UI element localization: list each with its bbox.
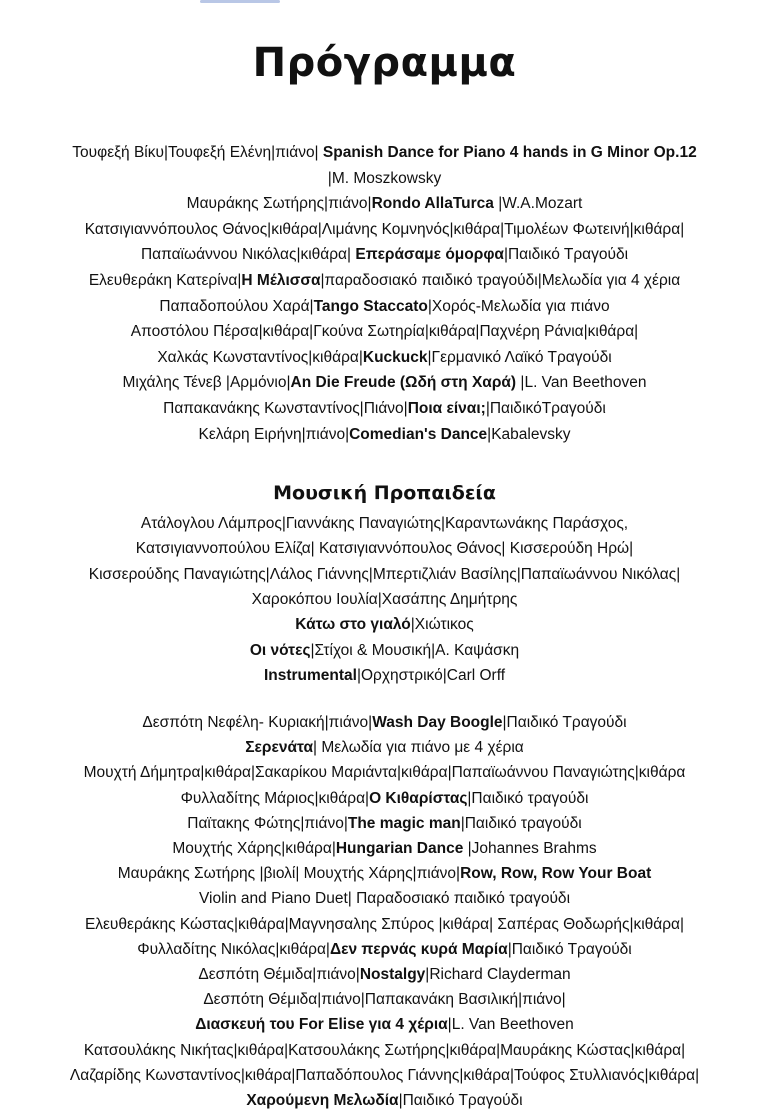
piece-title: Tango Staccato: [313, 297, 428, 315]
performer-info: |Παιδικό τραγούδι: [467, 789, 589, 807]
performer-info: |L. Van Beethoven: [447, 1016, 574, 1034]
piece-title: Διασκευή του For Elise για 4 χέρια: [195, 1016, 448, 1034]
performer-info: Χαλκάς Κωνσταντίνος|κιθάρα|: [157, 348, 363, 366]
scan-edge-mark: [200, 0, 280, 3]
piece-title: Rondo AllaTurca: [371, 195, 494, 213]
performer-info: |Παιδικό Τραγούδι: [502, 714, 627, 731]
program-line: [0, 348, 769, 368]
program-line: [0, 143, 769, 163]
program-line: [0, 738, 769, 758]
performer-info: Μαυράκης Σωτήρης|πιάνο|: [186, 195, 372, 213]
performer-info: |Richard Clayderman: [425, 966, 571, 983]
piece-title: Οι νότες: [249, 641, 311, 659]
piece-title: Δεν περνάς κυρά Μαρία: [329, 940, 508, 958]
performer-info: |Παιδικό Τραγούδι: [507, 940, 632, 958]
piece-title: Ο Κιθαρίστας: [369, 789, 468, 807]
program-line: [0, 713, 769, 733]
program-line: [0, 789, 769, 809]
performer-info: Ατάλογλου Λάμπρος|Γιαννάκης Παναγιώτης|Καραντωνάκης Παράσχος,: [140, 515, 629, 532]
program-line: [0, 965, 769, 985]
program-line: [0, 373, 769, 393]
program-line: [0, 940, 769, 960]
piece-title: Nostalgy: [359, 966, 426, 983]
program-line: [0, 1015, 769, 1035]
performer-info: |Ορχηστρικό|Carl Orff: [356, 666, 506, 684]
performer-info: Δεσπότη Νεφέλη- Κυριακή|πιάνο|: [142, 714, 373, 731]
performer-info: Ελευθεράκη Κατερίνα|: [88, 272, 242, 289]
program-line: [0, 194, 769, 214]
performer-info: Μουχτή Δήμητρα|κιθάρα|Σακαρίκου Μαριάντα|κιθάρα|Παπαϊωάννου Παναγιώτης|κιθάρα: [83, 764, 686, 782]
performer-info: |Γερμανικό Λαϊκό Τραγούδι: [427, 348, 612, 366]
program-line: [0, 297, 769, 317]
program-line: [0, 889, 769, 909]
program-line: [0, 425, 769, 445]
performer-info: |Παιδικό τραγούδι: [460, 814, 582, 832]
program-line: [0, 915, 769, 935]
performer-info: |Kabalevsky: [487, 425, 571, 443]
performer-info: Φυλλαδίτης Μάριος|κιθάρα|: [180, 789, 370, 807]
performer-info: Χαροκόπου Ιουλία|Χασάπης Δημήτρης: [251, 590, 518, 608]
piece-title: Instrumental: [263, 666, 357, 684]
program-line: [0, 1066, 769, 1086]
program-line: [0, 666, 769, 686]
program-line: [0, 615, 769, 635]
performer-info: Ελευθεράκης Κώστας|κιθάρα|Μαγνησαλης Σπύρος |κιθάρα| Σαπέρας Θοδωρής|κιθάρα|: [84, 915, 685, 933]
program-line: [0, 539, 769, 559]
page-title: Πρόγραμμα: [252, 40, 517, 86]
performer-info: Κατσιγιαννόπουλος Θάνος|κιθάρα|Λιμάνης Κομνηνός|κιθάρα|Τιμολέων Φωτεινή|κιθάρα|: [84, 220, 685, 238]
performer-info: |L. Van Beethoven: [516, 374, 647, 392]
piece-title: Kuckuck: [362, 348, 428, 366]
performer-info: |Χιώτικος: [410, 616, 474, 634]
program-line: [0, 399, 769, 419]
piece-title: Η Μέλισσα: [241, 272, 321, 289]
performer-info: |Στίχοι & Μουσική|Α. Καψάσκη: [310, 641, 520, 659]
performer-info: Παπαϊωάννου Νικόλας|κιθάρα|: [140, 246, 356, 264]
program-line: [0, 565, 769, 585]
program-line: [0, 990, 769, 1010]
piece-title: Spanish Dance for Piano 4 hands in G Minor Op.12: [322, 144, 697, 161]
performer-info: |M. Moszkowsky: [327, 169, 442, 187]
program-line: [0, 763, 769, 783]
performer-info: Τουφεξή Βίκυ|Τουφεξή Ελένη|πιάνο|: [72, 144, 323, 161]
performer-info: Μαυράκης Σωτήρης |βιολί| Μουχτής Χάρης|πιάνο|: [117, 865, 461, 883]
piece-title: Hungarian Dance: [335, 840, 464, 857]
program-line: [0, 814, 769, 834]
performer-info: Παπακανάκης Κωνσταντίνος|Πιάνο|: [163, 400, 408, 417]
piece-title: Wash Day Boogle: [372, 714, 503, 731]
program-line: [0, 864, 769, 884]
piece-title: Κάτω στο γιαλό: [295, 616, 411, 634]
performer-info: |ΠαιδικόΤραγούδι: [485, 400, 606, 417]
performer-info: Κατσουλάκης Νικήτας|κιθάρα|Κατσουλάκης Σωτήρης|κιθάρα|Μαυράκης Κώστας|κιθάρα|: [83, 1041, 686, 1059]
program-line: [0, 514, 769, 534]
section-heading-music-preschool: Μουσική Προπαιδεία: [273, 482, 496, 504]
performer-info: Violin and Piano Duet| Παραδοσιακό παιδικό τραγούδι: [198, 890, 571, 908]
performer-info: Μουχτής Χάρης|κιθάρα|: [172, 840, 336, 857]
performer-info: Κατσιγιαννοπούλου Ελίζα| Κατσιγιαννόπουλος Θάνος| Κισσερούδη Ηρώ|: [135, 540, 634, 558]
program-line: [0, 245, 769, 265]
performer-info: Φυλλαδίτης Νικόλας|κιθάρα|: [137, 940, 330, 958]
performer-info: Λαζαρίδης Κωνσταντίνος|κιθάρα|Παπαδόπουλος Γιάννης|κιθάρα|Τούφος Στυλλιανός|κιθάρα|: [69, 1066, 700, 1084]
performer-info: | Μελωδία για πιάνο με 4 χέρια: [313, 739, 524, 757]
performer-info: |Johannes Brahms: [463, 840, 597, 857]
performer-info: Δεσπότη Θέμιδα|πιάνο|: [198, 966, 360, 983]
performer-info: Μιχάλης Τένεβ |Αρμόνιο|: [122, 374, 291, 392]
piece-title: Χαρούμενη Μελωδία: [246, 1092, 399, 1109]
performer-info: Παπαδοπούλου Χαρά|: [159, 297, 314, 315]
program-line: [0, 271, 769, 291]
piece-title: The magic man: [347, 814, 461, 832]
program-line: [0, 322, 769, 342]
performer-info: |Παιδικό Τραγούδι: [398, 1092, 523, 1109]
piece-title: Σερενάτα: [245, 739, 314, 757]
performer-info: |W.A.Mozart: [493, 195, 583, 213]
piece-title: Επεράσαμε όμορφα: [355, 246, 504, 264]
program-line: [0, 1041, 769, 1061]
performer-info: |παραδοσιακό παιδικό τραγούδι|Μελωδία για 4 χέρια: [320, 272, 681, 289]
performer-info: Κισσερούδης Παναγιώτης|Λάλος Γιάννης|Μπερτιζλιάν Βασίλης|Παπαϊωάννου Νικόλας|: [88, 565, 681, 583]
piece-title: An Die Freude (Ωδή στη Χαρά): [290, 374, 517, 392]
performer-info: Κελάρη Ειρήνη|πιάνο|: [198, 425, 350, 443]
performer-info: Παϊτακης Φώτης|πιάνο|: [187, 814, 348, 832]
piece-title: Row, Row, Row Your Boat: [460, 865, 652, 883]
performer-info: |Χορός-Μελωδία για πιάνο: [427, 297, 610, 315]
performer-info: Δεσπότη Θέμιδα|πιάνο|Παπακανάκη Βασιλική|πιάνο|: [203, 991, 566, 1009]
program-line: [0, 169, 769, 189]
performer-info: |Παιδικό Τραγούδι: [503, 246, 629, 264]
performer-info: Αποστόλου Πέρσα|κιθάρα|Γκούνα Σωτηρία|κιθάρα|Παχνέρη Ράνια|κιθάρα|: [130, 323, 639, 341]
program-line: [0, 220, 769, 240]
program-line: [0, 641, 769, 661]
program-line: [0, 590, 769, 610]
piece-title: Comedian's Dance: [349, 425, 488, 443]
program-line: [0, 839, 769, 859]
piece-title: Ποια είναι;: [407, 400, 486, 417]
program-line: [0, 1091, 769, 1111]
